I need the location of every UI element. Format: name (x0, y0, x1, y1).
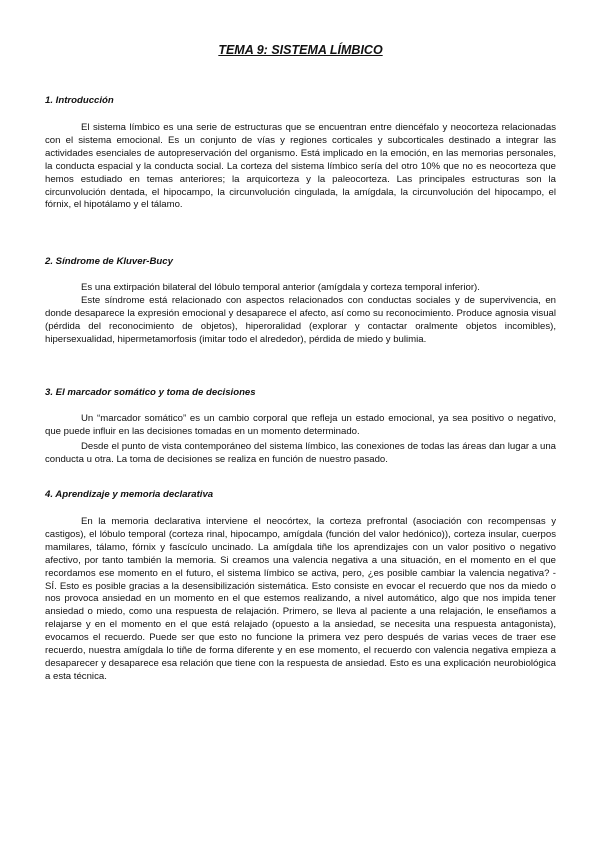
section-heading-marcador-somatico: 3. El marcador somático y toma de decisiones (45, 387, 256, 398)
section-heading-aprendizaje: 4. Aprendizaje y memoria declarativa (45, 489, 214, 500)
section-heading-kluver-bucy: 2. Síndrome de Kluver-Bucy (45, 256, 173, 267)
paragraph-marcador-somatico-2: Desde el punto de vista contemporáneo del sistema límbico, las conexiones de todas las áreas dan lugar a una conducta u otra. La toma de decisiones se realiza en función de nuestro pasado. (45, 441, 556, 465)
paragraph-marcador-somatico-1: Un “marcador somático” es un cambio corporal que refleja un estado emocional, ya sea positivo o negativo, que puede influir en las decisiones tomadas en un momento determinado. (45, 413, 556, 437)
paragraph-kluver-bucy-2: Este síndrome está relacionado con aspectos relacionados con conductas sociales y de supervivencia, en donde desaparece la expresión emocional y desaparece el afecto, así como su reconocimiento. Produce agnosia visual (pérdida del reconocimiento de objetos), hiperoralidad (explorar y contactar oralmente objetos incomibles), hipersexualidad, hipermetamorfosis (imitar todo el alrededor), pérdida de miedo y bulimia. (45, 295, 556, 345)
section-heading-introduccion: 1. Introducción (45, 95, 114, 106)
paragraph-kluver-bucy-1: Es una extirpación bilateral del lóbulo temporal anterior (amígdala y corteza temporal inferior). (81, 282, 480, 293)
paragraph-aprendizaje: En la memoria declarativa interviene el neocórtex, la corteza prefrontal (asociación con recompensas y castigos), el lóbulo temporal (corteza rinal, hipocampo, amígdala (función del valor hedónico)), corteza insular, cuerpos mamilares, tálamo, fórnix y fascículo uncinado. La amígdala tiñe los aprendizajes con un valor positivo o negativo afectivo, por tanto también la memoria. Si creamos una valencia negativa a una situación, en el momento en el que recordamos ese momento en el futuro, el sistema límbico se activa, pero, ¿es posible cambiar la valencia negativa? - SÍ. Esto es posible gracias a la desensibilización sistemática. Esto consiste en evocar el recuerdo que nos da miedo o nos provoca ansiedad en un momento en el que estemos realizando, a nivel automático, algo que nos impida tener ansiedad o miedo, como una respuesta de relajación. Primero, se lleva al paciente a una relajación, le enseñamos a relajarse y en el momento en el que está relajado (opuesto a la ansiedad, se necesita una respuesta antagonista), evocamos el recuerdo. Puede ser que esto no funcione la primera vez pero después de varias veces de traer ese recuerdo, nuestra amígdala lo tiñe de forma diferente y en ese momento, el recuerdo con valencia negativa empieza a desaparecer y desaparece esa relación que tiene con la respuesta de ansiedad. Esto es una explicación neurobiológica a esta técnica. (45, 516, 556, 682)
page-title: TEMA 9: SISTEMA LÍMBICO (218, 43, 383, 57)
paragraph-introduccion: El sistema límbico es una serie de estructuras que se encuentran entre diencéfalo y neocorteza relacionadas con el sistema emocional. Es un conjunto de vías y regiones corticales y subcorticales destinado a integrar las actividades esenciales de autopreservación del organismo. Está implicado en la emoción, en las memorias personales, la conducta espacial y la conducta social. La corteza del sistema límbico sería del otro 10% que no es neocorteza que hemos estudiado en temas anteriores; la arquicorteza y la paleocorteza. Las principales estructuras son la circunvolución dentada, el hipocampo, la circunvolución cingulada, la amígdala, la circunvolución del hipocampo, el fórnix, el hipotálamo y el tálamo. (45, 122, 556, 211)
